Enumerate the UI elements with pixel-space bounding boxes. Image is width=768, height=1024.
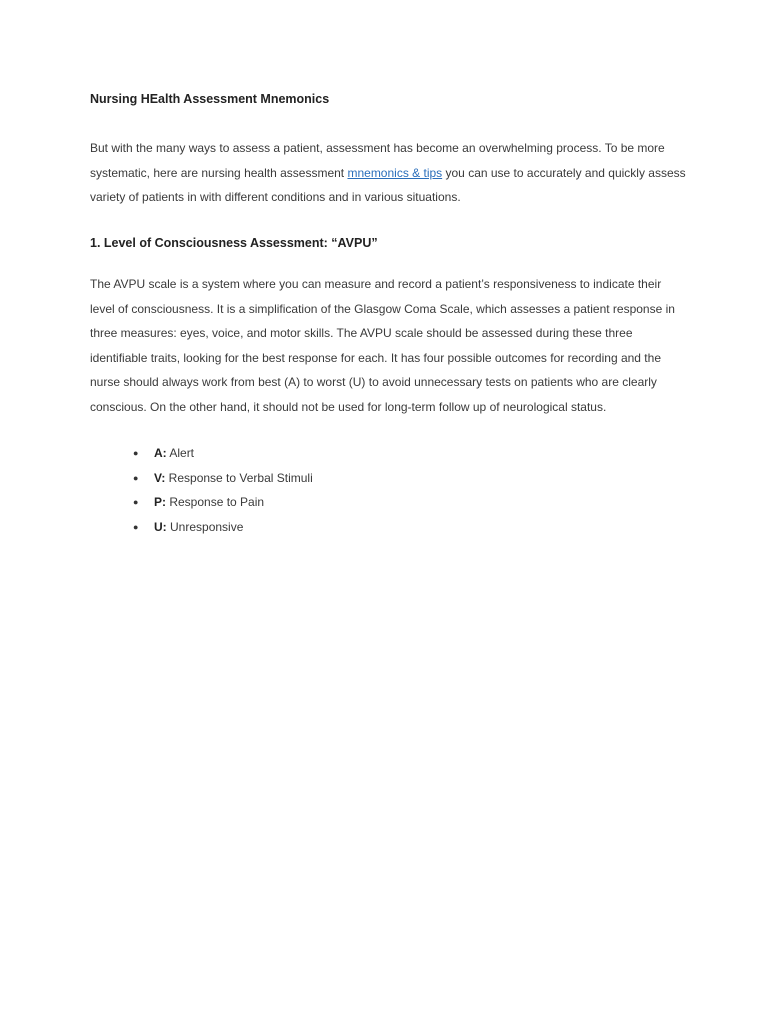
bullet-icon: ● [133, 472, 139, 483]
bullet-icon: ● [133, 497, 139, 507]
list-item [133, 466, 313, 491]
intro-text-after-link: you can use to accurately and quickly assess variety of patients in with different conditions and in various situations. [90, 165, 686, 204]
list-item [133, 515, 313, 540]
list-item-text: Response to Pain [166, 495, 265, 509]
mnemonics-tips-link[interactable]: mnemonics & tips [347, 165, 443, 180]
list-item [133, 441, 313, 466]
intro-paragraph [90, 136, 686, 210]
list-item-key: U: [154, 519, 167, 534]
list-item [133, 490, 313, 515]
list-item-key: V: [154, 470, 166, 485]
page-title: Nursing HEalth Assessment Mnemonics [90, 92, 330, 106]
section-heading-avpu: 1. Level of Consciousness Assessment: “AVPU” [90, 236, 378, 250]
list-item-key: P: [154, 495, 166, 509]
list-item-text: Unresponsive [166, 519, 244, 534]
avpu-list [133, 441, 313, 539]
list-item-text: Alert [166, 446, 195, 460]
list-item-key: A: [154, 446, 167, 460]
bullet-icon: ● [133, 521, 139, 532]
intro-text-before-link: But with the many ways to assess a patient, assessment has become an overwhelming process. To be more systematic, here are nursing health assessment [90, 141, 665, 180]
avpu-description-paragraph: The AVPU scale is a system where you can measure and record a patient’s responsiveness to indicate their level of consciousness. It is a simplification of the Glasgow Coma Scale, which assesses a patient response in three measures: eyes, voice, and motor skills. The AVPU scale should be assessed during these three identifiable traits, looking for the best response for each. It has four possible outcomes for recording and the nurse should always work from best (A) to worst (U) to avoid unnecessary tests on patients who are clearly conscious. On the other hand, it should not be used for long-term follow up of neurological status. [90, 277, 675, 414]
list-item-text: Response to Verbal Stimuli [165, 470, 313, 485]
bullet-icon: ● [133, 448, 139, 458]
